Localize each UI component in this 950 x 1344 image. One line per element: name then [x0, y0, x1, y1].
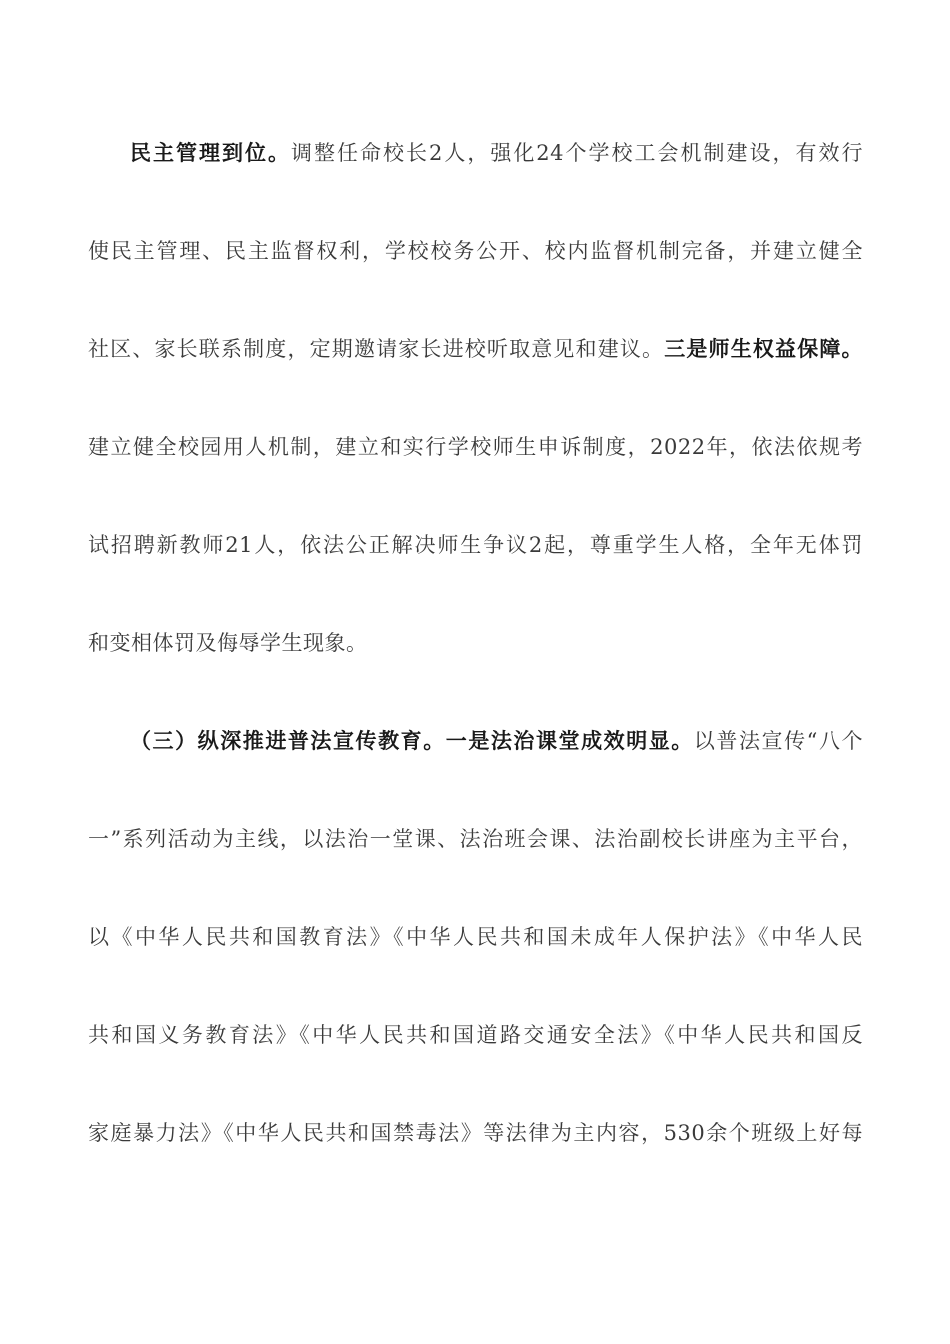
paragraph-line: 和变相体罚及侮辱学生现象。	[88, 631, 368, 655]
bold-heading: 民主管理到位。	[130, 140, 291, 165]
paragraph-line	[88, 334, 863, 364]
bold-heading: （三）纵深推进普法宣传教育。一是法治课堂成效明显。	[130, 728, 694, 753]
bold-heading: 三是师生权益保障。	[664, 336, 864, 361]
paragraph-line: 以《中华人民共和国教育法》《中华人民共和国未成年人保护法》《中华人民	[88, 925, 863, 949]
paragraph-line: 建立健全校园用人机制，建立和实行学校师生申诉制度，2022年，依法依规考	[88, 435, 863, 459]
paragraph-line: 家庭暴力法》《中华人民共和国禁毒法》等法律为主内容，530余个班级上好每	[88, 1121, 863, 1145]
line-text: 社区、家长联系制度，定期邀请家长进校听取意见和建议。	[88, 337, 665, 361]
paragraph-line: 共和国义务教育法》《中华人民共和国道路交通安全法》《中华人民共和国反	[88, 1023, 863, 1047]
paragraph-line	[130, 726, 863, 756]
line-text: 以普法宣传“八个	[693, 729, 863, 753]
paragraph-line	[130, 138, 863, 168]
paragraph-line: 一”系列活动为主线，以法治一堂课、法治班会课、法治副校长讲座为主平台，	[88, 827, 863, 851]
paragraph-line: 试招聘新教师21人，依法公正解决师生争议2起，尊重学生人格，全年无体罚	[88, 533, 863, 557]
line-text: 调整任命校长2人，强化24个学校工会机制建设，有效行	[290, 141, 863, 165]
paragraph-line: 使民主管理、民主监督权利，学校校务公开、校内监督机制完备，并建立健全	[88, 239, 863, 263]
